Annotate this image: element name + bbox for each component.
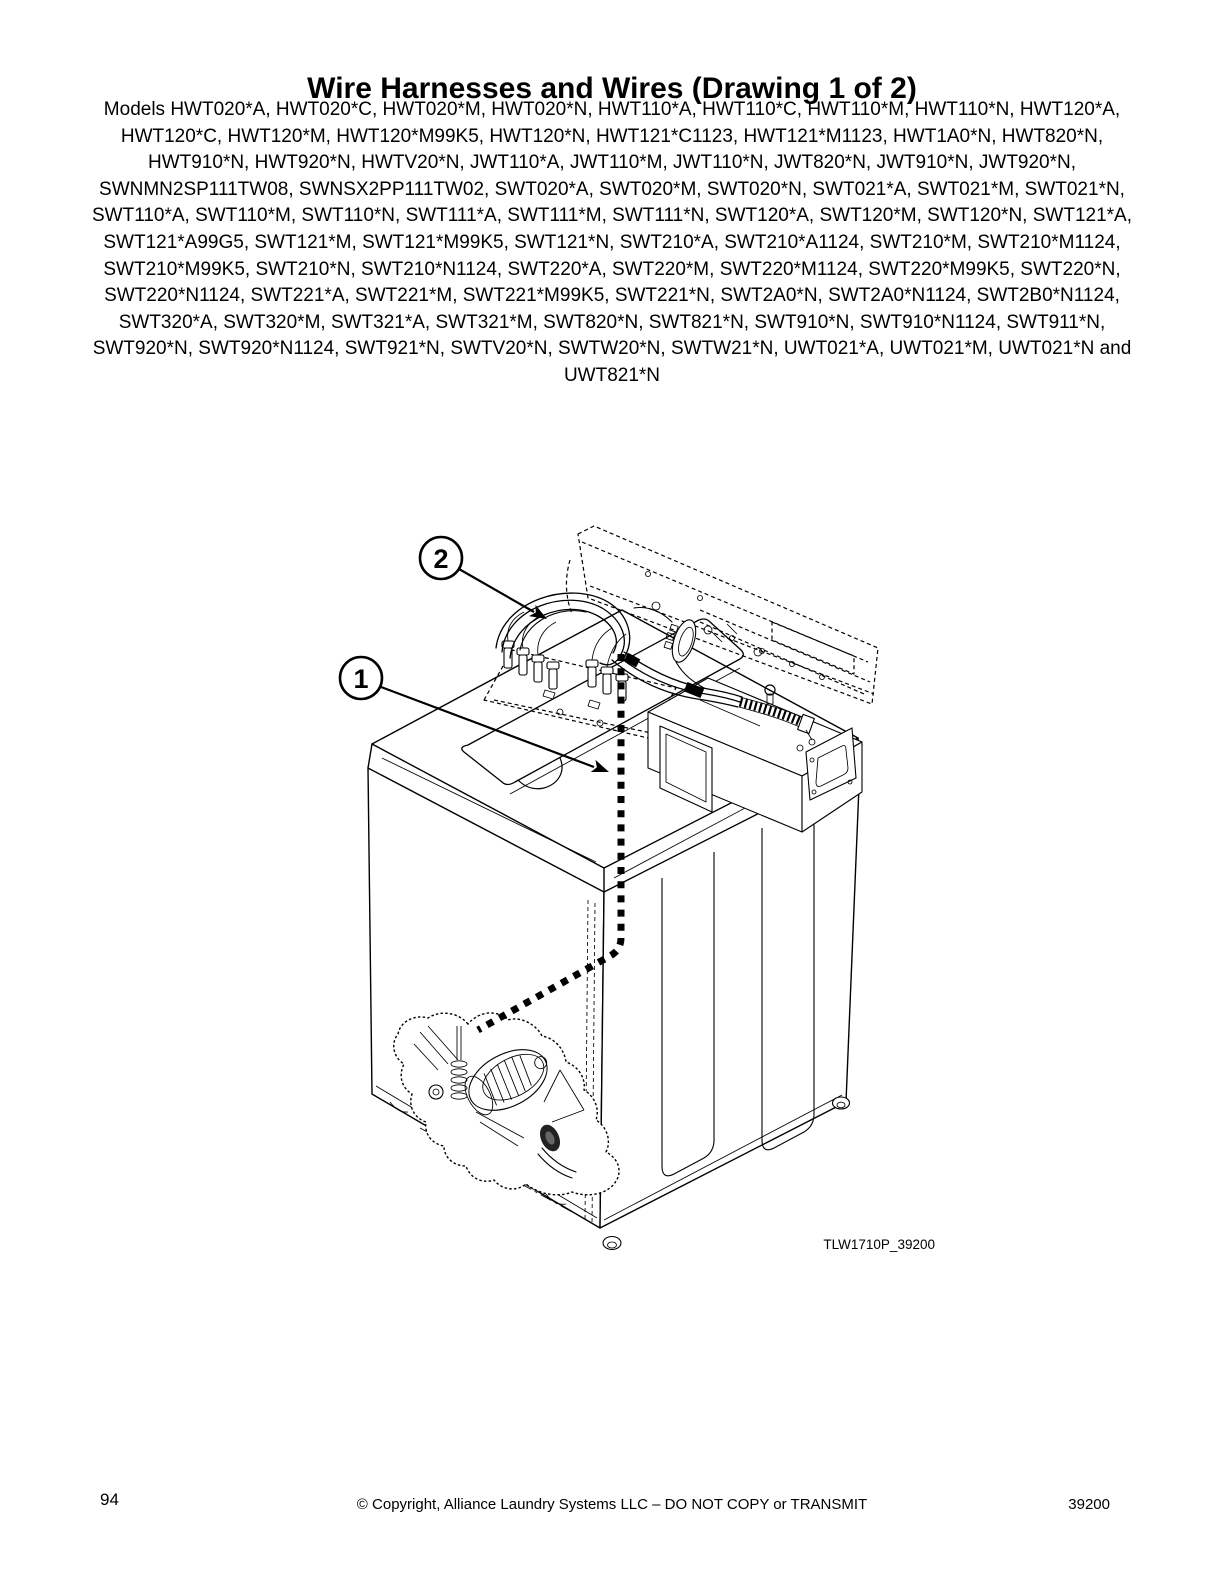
figure-code: TLW1710P_39200	[823, 1237, 935, 1252]
page-title: Wire Harnesses and Wires (Drawing 1 of 2)	[307, 72, 917, 106]
models-line: SWT210*M99K5, SWT210*N, SWT210*N1124, SWT220*A, SWT220*M, SWT220*M1124, SWT220*M99K5, SWT220*N,	[103, 258, 1121, 280]
models-line: SWT110*A, SWT110*M, SWT110*N, SWT111*A, SWT111*M, SWT111*N, SWT120*A, SWT120*M, SWT120*N, SWT121*A,	[91, 205, 1132, 227]
copyright-text: © Copyright, Alliance Laundry Systems LLC – DO NOT COPY or TRANSMIT	[356, 1496, 868, 1513]
models-line: HWT910*N, HWT920*N, HWTV20*N, JWT110*A, JWT110*M, JWT110*N, JWT820*N, JWT910*N, JWT920*N,	[147, 152, 1077, 174]
page-number: 94	[100, 1490, 119, 1509]
models-line: HWT120*C, HWT120*M, HWT120*M99K5, HWT120*N, HWT121*C1123, HWT121*M1123, HWT1A0*N, HWT820*N,	[120, 125, 1104, 147]
callout-2	[420, 537, 550, 625]
leveling-foot-front	[603, 1237, 621, 1250]
leveling-foot-right	[833, 1097, 850, 1109]
models-line: SWT121*A99G5, SWT121*M, SWT121*M99K5, SWT121*N, SWT210*A, SWT210*A1124, SWT210*M, SWT210*M1124,	[103, 231, 1121, 253]
callout-1-number: 1	[353, 664, 369, 694]
models-line: UWT821*N	[563, 364, 661, 386]
washer-illustration	[0, 515, 1224, 1290]
models-line: SWT320*A, SWT320*M, SWT321*A, SWT321*M, SWT820*N, SWT821*N, SWT910*N, SWT910*N1124, SWT911*N,	[118, 311, 1106, 333]
models-line: SWT220*N1124, SWT221*A, SWT221*M, SWT221*M99K5, SWT221*N, SWT2A0*N, SWT2A0*N1124, SWT2B0*N1124,	[104, 285, 1120, 307]
doc-number: 39200	[1068, 1496, 1110, 1513]
models-line: SWNMN2SP111TW08, SWNSX2PP111TW02, SWT020*A, SWT020*M, SWT020*N, SWT021*A, SWT021*M, SWT021*N,	[99, 178, 1125, 200]
callout-2-number: 2	[433, 544, 449, 574]
models-line: SWT920*N, SWT920*N1124, SWT921*N, SWTV20*N, SWTW20*N, SWTW21*N, UWT021*A, UWT021*M, UWT021*N and	[92, 338, 1132, 360]
models-line: Models HWT020*A, HWT020*C, HWT020*M, HWT020*N, HWT110*A, HWT110*C, HWT110*M, HWT110*N, HWT120*A,	[103, 99, 1121, 120]
